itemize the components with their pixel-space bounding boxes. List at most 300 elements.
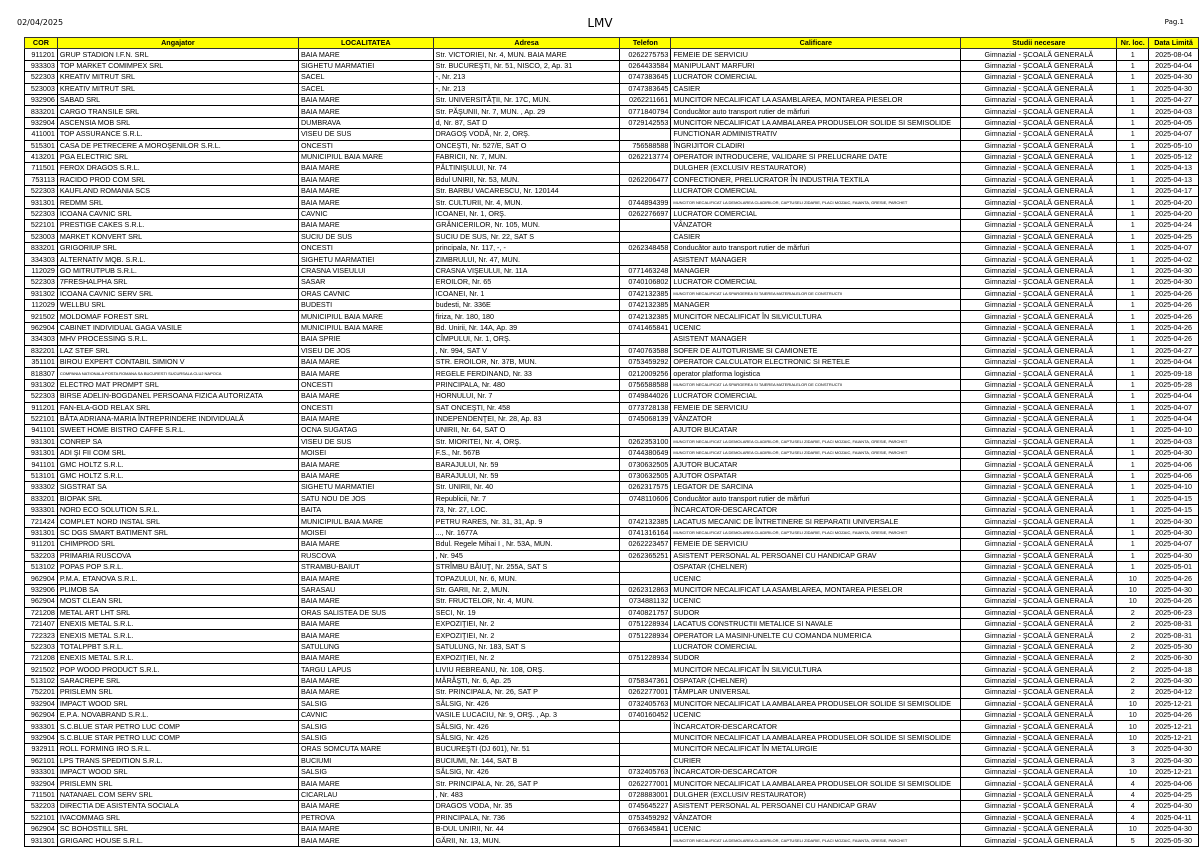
cell-calificare: ASISTENT PERSONAL AL PERSOANEI CU HANDICAP GRAV <box>671 550 961 561</box>
cell-nr-loc: 1 <box>1117 49 1149 60</box>
cell-cor: 411001 <box>25 129 58 140</box>
cell-angajator: DIRECTIA DE ASISTENTA SOCIALA <box>57 801 298 812</box>
table-row <box>25 140 1199 151</box>
table-row <box>25 596 1199 607</box>
cell-nr-loc: 1 <box>1117 277 1149 288</box>
cell-data-limita: 2025-04-12 <box>1149 687 1199 698</box>
cell-cor: 522303 <box>25 186 58 197</box>
cell-calificare: MUNCITOR NECALIFICAT ÎN SILVICULTURA <box>671 311 961 322</box>
cell-data-limita: 2025-04-26 <box>1149 299 1199 310</box>
cell-studii: Gimnazial - ŞCOALĂ GENERALĂ <box>961 630 1117 641</box>
cell-angajator: COMPANIA NATIONALA POSTA ROMANA SA BUCURESTI SUCURSALA CLUJ NAPOCA <box>57 368 298 379</box>
cell-telefon: 0747383645 <box>620 83 671 94</box>
cell-telefon: 0771840794 <box>620 106 671 117</box>
cell-studii: Gimnazial - ŞCOALĂ GENERALĂ <box>961 322 1117 333</box>
cell-angajator: WELLBU SRL <box>57 299 298 310</box>
cell-adresa: GĂRII, Nr. 13, MUN. <box>433 835 620 846</box>
cell-localitatea: SIGHETU MARMATIEI <box>298 60 433 71</box>
cell-studii: Gimnazial - ŞCOALĂ GENERALĂ <box>961 801 1117 812</box>
cell-nr-loc: 2 <box>1117 653 1149 664</box>
cell-adresa: SECI, Nr. 19 <box>433 607 620 618</box>
cell-studii: Gimnazial - ŞCOALĂ GENERALĂ <box>961 664 1117 675</box>
cell-telefon: 0212009256 <box>620 368 671 379</box>
page-number: Pag.1 <box>1164 18 1184 26</box>
cell-cor: 522101 <box>25 413 58 424</box>
cell-nr-loc: 1 <box>1117 117 1149 128</box>
cell-nr-loc: 10 <box>1117 584 1149 595</box>
cell-calificare: LUCRATOR COMERCIAL <box>671 208 961 219</box>
cell-studii: Gimnazial - ŞCOALĂ GENERALĂ <box>961 710 1117 721</box>
cell-localitatea: ONCESTI <box>298 243 433 254</box>
cell-telefon <box>620 835 671 846</box>
cell-localitatea: SALSIG <box>298 721 433 732</box>
cell-angajator: SIGSTRAT SA <box>57 482 298 493</box>
cell-angajator: IMPACT WOOD SRL <box>57 698 298 709</box>
cell-localitatea: ONCESTI <box>298 140 433 151</box>
cell-telefon: 0745645227 <box>620 801 671 812</box>
cell-angajator: NATANAEL COM SERV SRL <box>57 789 298 800</box>
cell-angajator: CONREP SA <box>57 436 298 447</box>
cell-localitatea: ORAS SOMCUTA MARE <box>298 744 433 755</box>
cell-calificare: OPERATOR INTRODUCERE, VALIDARE SI PRELUCRARE DATE <box>671 151 961 162</box>
cell-calificare: VÂNZATOR <box>671 812 961 823</box>
cell-cor: 818307 <box>25 368 58 379</box>
cell-adresa: , Nr. 483 <box>433 789 620 800</box>
table-row <box>25 72 1199 83</box>
cell-localitatea: CAVNIC <box>298 710 433 721</box>
cell-angajator: ASCENSIA MOB SRL <box>57 117 298 128</box>
cell-telefon <box>620 755 671 766</box>
cell-adresa: ..., Nr. 1677A <box>433 527 620 538</box>
cell-localitatea: SIGHETU MARMATIEI <box>298 482 433 493</box>
cell-data-limita: 2025-04-27 <box>1149 345 1199 356</box>
cell-angajator: SARACREPE SRL <box>57 675 298 686</box>
cell-nr-loc: 4 <box>1117 778 1149 789</box>
cell-nr-loc: 10 <box>1117 732 1149 743</box>
cell-adresa: LIVIU REBREANU, Nr. 108, ORŞ. <box>433 664 620 675</box>
table-header-row <box>25 38 1199 49</box>
cell-studii: Gimnazial - ŞCOALĂ GENERALĂ <box>961 140 1117 151</box>
cell-telefon: 0742132385 <box>620 311 671 322</box>
cell-studii: Gimnazial - ŞCOALĂ GENERALĂ <box>961 60 1117 71</box>
cell-localitatea: ORAS SALISTEA DE SUS <box>298 607 433 618</box>
table-row <box>25 197 1199 208</box>
cell-telefon <box>620 505 671 516</box>
cell-nr-loc: 10 <box>1117 573 1149 584</box>
cell-calificare: CASIER <box>671 231 961 242</box>
cell-data-limita: 2025-04-15 <box>1149 493 1199 504</box>
cell-cor: 933303 <box>25 60 58 71</box>
cell-data-limita: 2025-04-06 <box>1149 778 1199 789</box>
cell-localitatea: BAIA MARE <box>298 596 433 607</box>
cell-nr-loc: 1 <box>1117 231 1149 242</box>
cell-angajator: SABAD SRL <box>57 94 298 105</box>
cell-data-limita: 2025-04-06 <box>1149 470 1199 481</box>
cell-data-limita: 2025-04-03 <box>1149 106 1199 117</box>
table-row <box>25 288 1199 299</box>
table-row <box>25 322 1199 333</box>
cell-data-limita: 2025-12-21 <box>1149 698 1199 709</box>
cell-calificare: MUNCITOR NECALIFICAT LA SPARGEREA SI TAIEREA MATERIALELOR DE CONSTRUCTII <box>671 288 961 299</box>
cell-cor: 522101 <box>25 812 58 823</box>
cell-calificare: ÎNCARCATOR-DESCARCATOR <box>671 505 961 516</box>
cell-localitatea: BAIA SPRIE <box>298 334 433 345</box>
cell-localitatea: STRAMBU-BAIUT <box>298 561 433 572</box>
cell-studii: Gimnazial - ŞCOALĂ GENERALĂ <box>961 243 1117 254</box>
cell-studii: Gimnazial - ŞCOALĂ GENERALĂ <box>961 482 1117 493</box>
table-row <box>25 402 1199 413</box>
cell-localitatea: BAIA MARE <box>298 94 433 105</box>
cell-nr-loc: 1 <box>1117 220 1149 231</box>
cell-calificare: UCENIC <box>671 710 961 721</box>
cell-localitatea: BAIA MARE <box>298 573 433 584</box>
column-header-cor: COR <box>25 38 58 49</box>
cell-studii: Gimnazial - ŞCOALĂ GENERALĂ <box>961 641 1117 652</box>
cell-nr-loc: 1 <box>1117 482 1149 493</box>
cell-studii: Gimnazial - ŞCOALĂ GENERALĂ <box>961 117 1117 128</box>
cell-adresa: CÎMPULUI, Nr. 1, ORŞ. <box>433 334 620 345</box>
cell-adresa: Str. PRINCIPALA, Nr. 26, SAT P <box>433 687 620 698</box>
cell-localitatea: CAVNIC <box>298 208 433 219</box>
cell-data-limita: 2025-04-11 <box>1149 812 1199 823</box>
cell-telefon: 0741316164 <box>620 527 671 538</box>
cell-adresa: REGELE FERDINAND, Nr. 33 <box>433 368 620 379</box>
cell-calificare: UCENIC <box>671 596 961 607</box>
cell-localitatea: BAIA MARE <box>298 163 433 174</box>
cell-angajator: ICOANA CAVNIC SRL <box>57 208 298 219</box>
cell-data-limita: 2025-04-30 <box>1149 277 1199 288</box>
cell-studii: Gimnazial - ŞCOALĂ GENERALĂ <box>961 550 1117 561</box>
cell-cor: 931301 <box>25 527 58 538</box>
table-row <box>25 470 1199 481</box>
cell-data-limita: 2025-04-30 <box>1149 550 1199 561</box>
cell-telefon: 0264433584 <box>620 60 671 71</box>
cell-angajator: SWEET HOME BISTRO CAFFE S.R.L. <box>57 425 298 436</box>
cell-angajator: GMC HOLTZ S.R.L. <box>57 459 298 470</box>
cell-calificare: MUNCITOR NECALIFICAT LA ASAMBLAREA, MONTAREA PIESELOR <box>671 94 961 105</box>
cell-cor: 932904 <box>25 732 58 743</box>
cell-cor: 722323 <box>25 630 58 641</box>
cell-nr-loc: 10 <box>1117 596 1149 607</box>
cell-nr-loc: 1 <box>1117 516 1149 527</box>
cell-data-limita: 2025-04-26 <box>1149 573 1199 584</box>
cell-calificare: SUDOR <box>671 653 961 664</box>
cell-adresa: MĂRĂŞTI, Nr. 6, Ap. 25 <box>433 675 620 686</box>
cell-data-limita: 2025-08-04 <box>1149 49 1199 60</box>
cell-cor: 921502 <box>25 311 58 322</box>
cell-angajator: GRIGORIUP SRL <box>57 243 298 254</box>
cell-adresa: B-DUL UNIRII, Nr. 44 <box>433 823 620 834</box>
cell-adresa: SUCIU DE SUS, Nr. 22, SAT S <box>433 231 620 242</box>
cell-cor: 962904 <box>25 322 58 333</box>
cell-telefon: 0262312863 <box>620 584 671 595</box>
cell-localitatea: SIGHETU MARMATIEI <box>298 254 433 265</box>
cell-data-limita: 2025-04-26 <box>1149 596 1199 607</box>
cell-telefon <box>620 334 671 345</box>
cell-cor: 932904 <box>25 778 58 789</box>
cell-telefon: 0262365251 <box>620 550 671 561</box>
cell-angajator: GRUP STADION I.F.N. SRL <box>57 49 298 60</box>
cell-data-limita: 2025-05-10 <box>1149 140 1199 151</box>
table-row <box>25 448 1199 459</box>
cell-data-limita: 2025-04-04 <box>1149 413 1199 424</box>
cell-telefon: 0753459292 <box>620 356 671 367</box>
cell-angajator: BĂTA ADRIANA-MARIA ÎNTREPRINDERE INDIVIDUALĂ <box>57 413 298 424</box>
cell-studii: Gimnazial - ŞCOALĂ GENERALĂ <box>961 277 1117 288</box>
cell-studii: Gimnazial - ŞCOALĂ GENERALĂ <box>961 653 1117 664</box>
cell-telefon <box>620 231 671 242</box>
cell-telefon: 0751228934 <box>620 618 671 629</box>
cell-angajator: POPAS POP S.R.L. <box>57 561 298 572</box>
table-row <box>25 789 1199 800</box>
cell-adresa: SATULUNG, Nr. 183, SAT S <box>433 641 620 652</box>
cell-cor: 721208 <box>25 607 58 618</box>
table-row <box>25 778 1199 789</box>
cell-cor: 931301 <box>25 448 58 459</box>
cell-adresa: BARAJULUI, Nr. 59 <box>433 459 620 470</box>
table-row <box>25 641 1199 652</box>
cell-studii: Gimnazial - ŞCOALĂ GENERALĂ <box>961 470 1117 481</box>
cell-calificare: CASIER <box>671 83 961 94</box>
cell-adresa: Str. PĂŞUNII, Nr. 7, MUN. , Ap. 29 <box>433 106 620 117</box>
cell-nr-loc: 1 <box>1117 265 1149 276</box>
cell-studii: Gimnazial - ŞCOALĂ GENERALĂ <box>961 698 1117 709</box>
cell-localitatea: MUNICIPIUL BAIA MARE <box>298 151 433 162</box>
column-header-adresa: Adresa <box>433 38 620 49</box>
cell-cor: 962101 <box>25 755 58 766</box>
cell-studii: Gimnazial - ŞCOALĂ GENERALĂ <box>961 812 1117 823</box>
cell-adresa: firiza, Nr. 180, 180 <box>433 311 620 322</box>
cell-angajator: COMPLET NORD INSTAL SRL <box>57 516 298 527</box>
cell-calificare: Conducător auto transport rutier de mărfuri <box>671 493 961 504</box>
cell-studii: Gimnazial - ŞCOALĂ GENERALĂ <box>961 823 1117 834</box>
table-row <box>25 618 1199 629</box>
cell-telefon: 0742132385 <box>620 288 671 299</box>
cell-cor: 931301 <box>25 436 58 447</box>
cell-localitatea: ORAS CAVNIC <box>298 288 433 299</box>
cell-data-limita: 2025-04-30 <box>1149 527 1199 538</box>
cell-telefon <box>620 664 671 675</box>
cell-calificare: LUCRATOR COMERCIAL <box>671 641 961 652</box>
cell-adresa: INDEPENDENŢEI, Nr. 28, Ap. 83 <box>433 413 620 424</box>
cell-adresa: -, Nr. 213 <box>433 72 620 83</box>
cell-nr-loc: 1 <box>1117 550 1149 561</box>
cell-angajator: MOLDOMAF FOREST SRL <box>57 311 298 322</box>
cell-angajator: PRISLEMN SRL <box>57 778 298 789</box>
cell-nr-loc: 1 <box>1117 436 1149 447</box>
table-row <box>25 823 1199 834</box>
cell-localitatea: BAIA MARE <box>298 687 433 698</box>
cell-nr-loc: 1 <box>1117 129 1149 140</box>
cell-adresa: 73, Nr. 27, LOC. <box>433 505 620 516</box>
cell-nr-loc: 1 <box>1117 561 1149 572</box>
cell-calificare: MUNCITOR NECALIFICAT LA AMBALAREA PRODUSELOR SOLIDE SI SEMISOLIDE <box>671 698 961 709</box>
cell-studii: Gimnazial - ŞCOALĂ GENERALĂ <box>961 436 1117 447</box>
cell-telefon: 0773728138 <box>620 402 671 413</box>
cell-calificare: OPERATOR LA MASINI-UNELTE CU COMANDA NUMERICA <box>671 630 961 641</box>
cell-adresa: SAT ONCEŞTI, Nr. 458 <box>433 402 620 413</box>
cell-cor: 523003 <box>25 231 58 242</box>
table-row <box>25 835 1199 846</box>
cell-cor: 351101 <box>25 356 58 367</box>
cell-nr-loc: 1 <box>1117 459 1149 470</box>
cell-data-limita: 2025-04-04 <box>1149 60 1199 71</box>
cell-cor: 933302 <box>25 482 58 493</box>
cell-studii: Gimnazial - ŞCOALĂ GENERALĂ <box>961 413 1117 424</box>
cell-adresa: SĂLSIG, Nr. 426 <box>433 732 620 743</box>
cell-studii: Gimnazial - ŞCOALĂ GENERALĂ <box>961 299 1117 310</box>
cell-nr-loc: 10 <box>1117 710 1149 721</box>
cell-adresa: F.S., Nr. 567B <box>433 448 620 459</box>
cell-cor: 721424 <box>25 516 58 527</box>
cell-nr-loc: 2 <box>1117 630 1149 641</box>
cell-cor: 911201 <box>25 49 58 60</box>
cell-telefon: 0771463248 <box>620 265 671 276</box>
cell-calificare: SUDOR <box>671 607 961 618</box>
cell-cor: 911201 <box>25 402 58 413</box>
cell-studii: Gimnazial - ŞCOALĂ GENERALĂ <box>961 459 1117 470</box>
cell-calificare: VÂNZATOR <box>671 220 961 231</box>
cell-cor: 532203 <box>25 801 58 812</box>
cell-data-limita: 2025-04-26 <box>1149 288 1199 299</box>
cell-cor: 962904 <box>25 596 58 607</box>
cell-studii: Gimnazial - ŞCOALĂ GENERALĂ <box>961 174 1117 185</box>
cell-adresa: Str. PRINCIPALA, Nr. 26, SAT P <box>433 778 620 789</box>
cell-nr-loc: 1 <box>1117 254 1149 265</box>
cell-nr-loc: 1 <box>1117 334 1149 345</box>
cell-telefon: 0740821757 <box>620 607 671 618</box>
cell-studii: Gimnazial - ŞCOALĂ GENERALĂ <box>961 561 1117 572</box>
cell-localitatea: BAIA MARE <box>298 391 433 402</box>
cell-nr-loc: 1 <box>1117 186 1149 197</box>
cell-adresa: Str. BARBU VACARESCU, Nr. 120144 <box>433 186 620 197</box>
cell-calificare: LUCRATOR COMERCIAL <box>671 72 961 83</box>
cell-localitatea: BAIA MARE <box>298 823 433 834</box>
cell-cor: 932904 <box>25 698 58 709</box>
cell-calificare: MANAGER <box>671 299 961 310</box>
cell-nr-loc: 2 <box>1117 618 1149 629</box>
cell-angajator: FEROX DRAGOS S.R.L. <box>57 163 298 174</box>
cell-studii: Gimnazial - ŞCOALĂ GENERALĂ <box>961 539 1117 550</box>
cell-cor: 522303 <box>25 277 58 288</box>
cell-data-limita: 2025-05-28 <box>1149 379 1199 390</box>
cell-nr-loc: 4 <box>1117 801 1149 812</box>
table-row <box>25 208 1199 219</box>
cell-nr-loc: 3 <box>1117 744 1149 755</box>
cell-calificare: AJUTOR BUCATAR <box>671 425 961 436</box>
cell-studii: Gimnazial - ŞCOALĂ GENERALĂ <box>961 334 1117 345</box>
cell-calificare: LUCRATOR COMERCIAL <box>671 186 961 197</box>
table-row <box>25 744 1199 755</box>
cell-localitatea: SATULUNG <box>298 641 433 652</box>
cell-telefon: 756588588 <box>620 140 671 151</box>
table-row <box>25 220 1199 231</box>
cell-data-limita: 2025-04-25 <box>1149 789 1199 800</box>
cell-nr-loc: 2 <box>1117 675 1149 686</box>
cell-localitatea: BAIA MARE <box>298 186 433 197</box>
cell-calificare: DULGHER (EXCLUSIV RESTAURATOR) <box>671 163 961 174</box>
cell-adresa: , Nr. 945 <box>433 550 620 561</box>
cell-studii: Gimnazial - ŞCOALĂ GENERALĂ <box>961 516 1117 527</box>
cell-angajator: GMC HOLTZ S.R.L. <box>57 470 298 481</box>
cell-adresa: , Nr. 994, SAT V <box>433 345 620 356</box>
cell-calificare: CONFECTIONER, PRELUCRATOR ÎN INDUSTRIA TEXTILA <box>671 174 961 185</box>
cell-telefon: 0730632505 <box>620 470 671 481</box>
cell-cor: 933301 <box>25 505 58 516</box>
cell-studii: Gimnazial - ŞCOALĂ GENERALĂ <box>961 106 1117 117</box>
table-row <box>25 299 1199 310</box>
cell-localitatea: BAIA MARE <box>298 801 433 812</box>
cell-data-limita: 2025-08-31 <box>1149 618 1199 629</box>
cell-nr-loc: 10 <box>1117 721 1149 732</box>
cell-telefon: 0262275753 <box>620 49 671 60</box>
cell-calificare: MUNCITOR NECALIFICAT LA AMBALAREA PRODUSELOR SOLIDE SI SEMISOLIDE <box>671 117 961 128</box>
cell-calificare: Conducător auto transport rutier de mărfuri <box>671 243 961 254</box>
cell-data-limita: 2025-06-30 <box>1149 653 1199 664</box>
cell-adresa: BARAJULUI, Nr. 59 <box>433 470 620 481</box>
cell-studii: Gimnazial - ŞCOALĂ GENERALĂ <box>961 391 1117 402</box>
cell-localitatea: BAIA MARE <box>298 835 433 846</box>
cell-nr-loc: 1 <box>1117 208 1149 219</box>
table-row <box>25 356 1199 367</box>
cell-data-limita: 2025-09-18 <box>1149 368 1199 379</box>
cell-cor: 932911 <box>25 744 58 755</box>
cell-cor: 513102 <box>25 561 58 572</box>
cell-localitatea: BAIA MARE <box>298 618 433 629</box>
cell-angajator: LAZ STEF SRL <box>57 345 298 356</box>
cell-angajator: KREATIV MITRUT SRL <box>57 72 298 83</box>
cell-studii: Gimnazial - ŞCOALĂ GENERALĂ <box>961 505 1117 516</box>
cell-localitatea: BAIA MARE <box>298 174 433 185</box>
cell-cor: 522303 <box>25 641 58 652</box>
cell-nr-loc: 1 <box>1117 163 1149 174</box>
cell-localitatea: BAIA MARE <box>298 470 433 481</box>
cell-data-limita: 2025-04-30 <box>1149 72 1199 83</box>
cell-nr-loc: 10 <box>1117 767 1149 778</box>
cell-data-limita: 2025-04-30 <box>1149 744 1199 755</box>
cell-studii: Gimnazial - ŞCOALĂ GENERALĂ <box>961 265 1117 276</box>
cell-localitatea: RUSCOVA <box>298 550 433 561</box>
cell-nr-loc: 1 <box>1117 197 1149 208</box>
cell-localitatea: SALSIG <box>298 698 433 709</box>
table-row <box>25 653 1199 664</box>
cell-adresa: TOPAZULUI, Nr. 6, MUN. <box>433 573 620 584</box>
table-row <box>25 174 1199 185</box>
cell-cor: 933301 <box>25 721 58 732</box>
cell-telefon <box>620 186 671 197</box>
cell-studii: Gimnazial - ŞCOALĂ GENERALĂ <box>961 345 1117 356</box>
cell-data-limita: 2025-04-25 <box>1149 231 1199 242</box>
cell-cor: 523003 <box>25 83 58 94</box>
cell-angajator: PRESTIGE CAKES S.R.L. <box>57 220 298 231</box>
cell-data-limita: 2025-04-04 <box>1149 356 1199 367</box>
cell-localitatea: CRASNA VISEULUI <box>298 265 433 276</box>
cell-data-limita: 2025-04-20 <box>1149 208 1199 219</box>
cell-calificare: LUCRATOR COMERCIAL <box>671 391 961 402</box>
cell-nr-loc: 1 <box>1117 345 1149 356</box>
cell-angajator: GO MITRUTPUB S.R.L. <box>57 265 298 276</box>
cell-adresa: Str. UNIRII, Nr. 40 <box>433 482 620 493</box>
cell-nr-loc: 10 <box>1117 823 1149 834</box>
cell-adresa: FABRICII, Nr. 7, MUN. <box>433 151 620 162</box>
cell-adresa: DRAGOŞ VODĂ, Nr. 2, ORŞ. <box>433 129 620 140</box>
cell-data-limita: 2025-12-21 <box>1149 732 1199 743</box>
cell-data-limita: 2025-04-06 <box>1149 459 1199 470</box>
cell-angajator: ALTERNATIV MQB. S.R.L. <box>57 254 298 265</box>
cell-localitatea: OCNA SUGATAG <box>298 425 433 436</box>
table-row <box>25 687 1199 698</box>
cell-cor: 522101 <box>25 220 58 231</box>
